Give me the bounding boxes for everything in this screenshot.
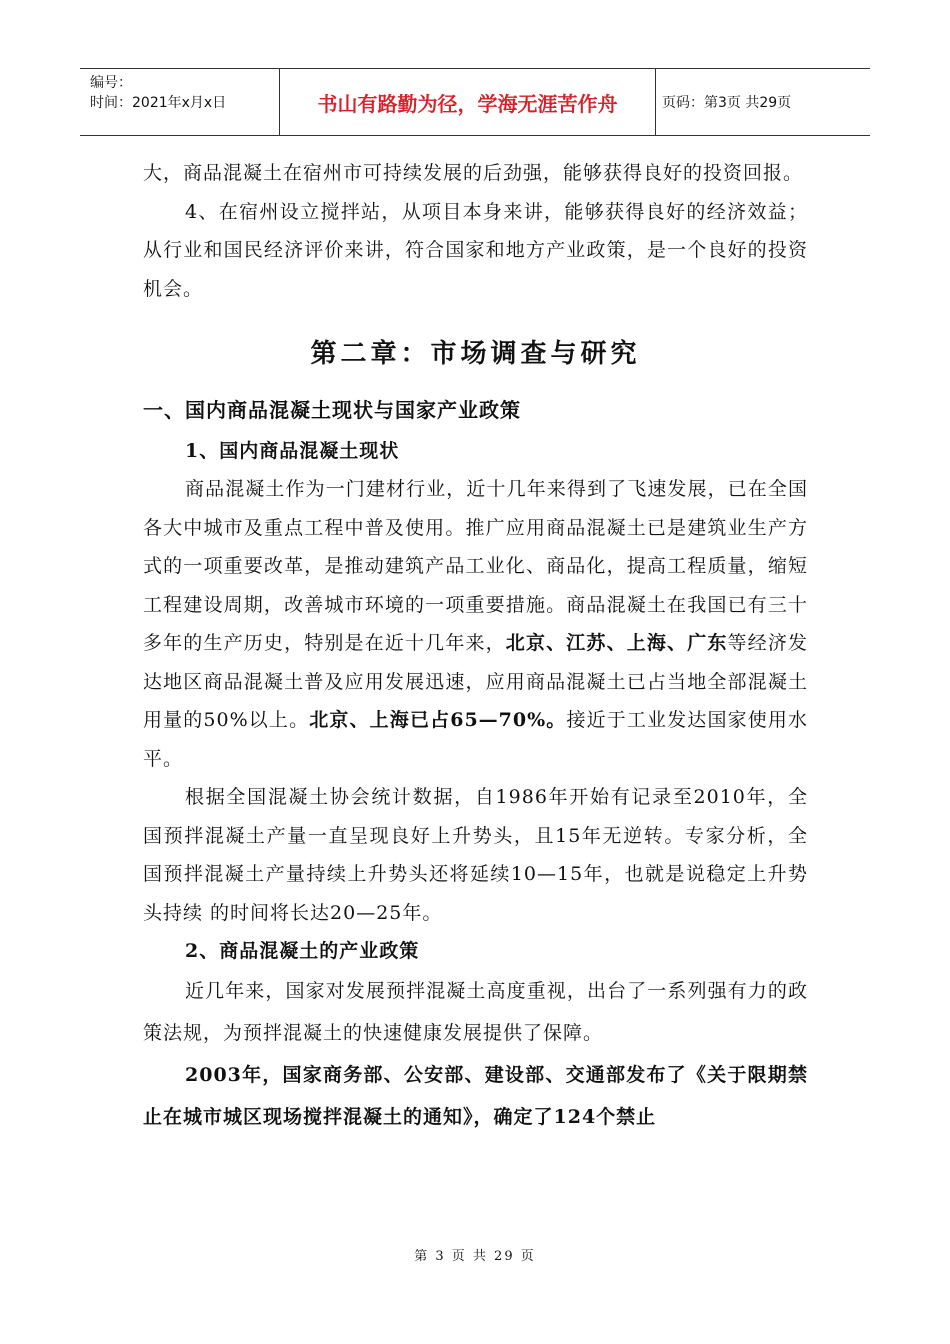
header-motto: 书山有路勤为径，学海无涯苦作舟 (280, 69, 656, 135)
subsection-title: 2、商品混凝土的产业政策 (185, 940, 420, 962)
page-footer: 第 3 页 共 29 页 (414, 1249, 536, 1264)
page-header (80, 68, 870, 136)
bold-text-run: 北京、上海已占65—70%。 (309, 709, 567, 731)
bold-text-run: 北京、江苏、上海、广东 (505, 632, 728, 654)
paragraph (143, 470, 808, 778)
paragraph: 4、在宿州设立搅拌站，从项目本身来讲，能够获得良好的经济效益；从行业和国民经济评价来讲，符合国家和地方产业政策，是一个良好的投资机会。 (143, 200, 808, 300)
paragraph: 大，商品混凝土在宿州市可持续发展的后劲强，能够获得良好的投资回报。 (143, 162, 804, 184)
paragraph: 近几年来，国家对发展预拌混凝土高度重视，出台了一系列强有力的政策法规，为预拌混凝土的快速健康发展提供了保障。 (143, 980, 808, 1044)
paragraph: 根据全国混凝土协会统计数据，自1986年开始有记录至2010年，全国预拌混凝土产量一直呈现良好上升势头，且15年无逆转。专家分析，全国预拌混凝土产量持续上升势头还将延续10—15年，也就是说稳定上升势头持续 的时间将长达20—25年。 (143, 786, 808, 924)
header-page-info: 页码：第3页 共29页 (662, 95, 792, 111)
header-time: 时间：2021年x月x日 (90, 95, 227, 111)
subsection-title: 1、国内商品混凝土现状 (185, 440, 400, 462)
text-run: 等经济发达地区商品混凝土普及应用发展迅速，应用商品混凝土已占当地全部混凝土用量的50%以上。 (143, 632, 808, 731)
document-body (143, 154, 808, 1138)
header-number: 编号： (90, 75, 132, 91)
section-title: 一、国内商品混凝土现状与国家产业政策 (143, 398, 521, 422)
text-run: 商品混凝土作为一门建材行业，近十几年来得到了飞速发展，已在全国各大中城市及重点工程中普及使用。推广应用商品混凝土已是建筑业生产方式的一项重要改革，是推动建筑产品工业化、商品化，提高工程质量，缩短工程建设周期，改善城市环境的一项重要措施。商品混凝土在我国已有三十多年的生产历史，特别是在近十几年来， (143, 478, 808, 654)
header-meta (80, 69, 280, 135)
chapter-title: 第二章：市场调查与研究 (310, 339, 641, 369)
text-run: 接近于工业发达国家使用水平。 (143, 709, 809, 770)
paragraph: 2003年，国家商务部、公安部、建设部、交通部发布了《关于限期禁止在城市城区现场搅拌混凝土的通知》，确定了124个禁止 (143, 1064, 808, 1128)
